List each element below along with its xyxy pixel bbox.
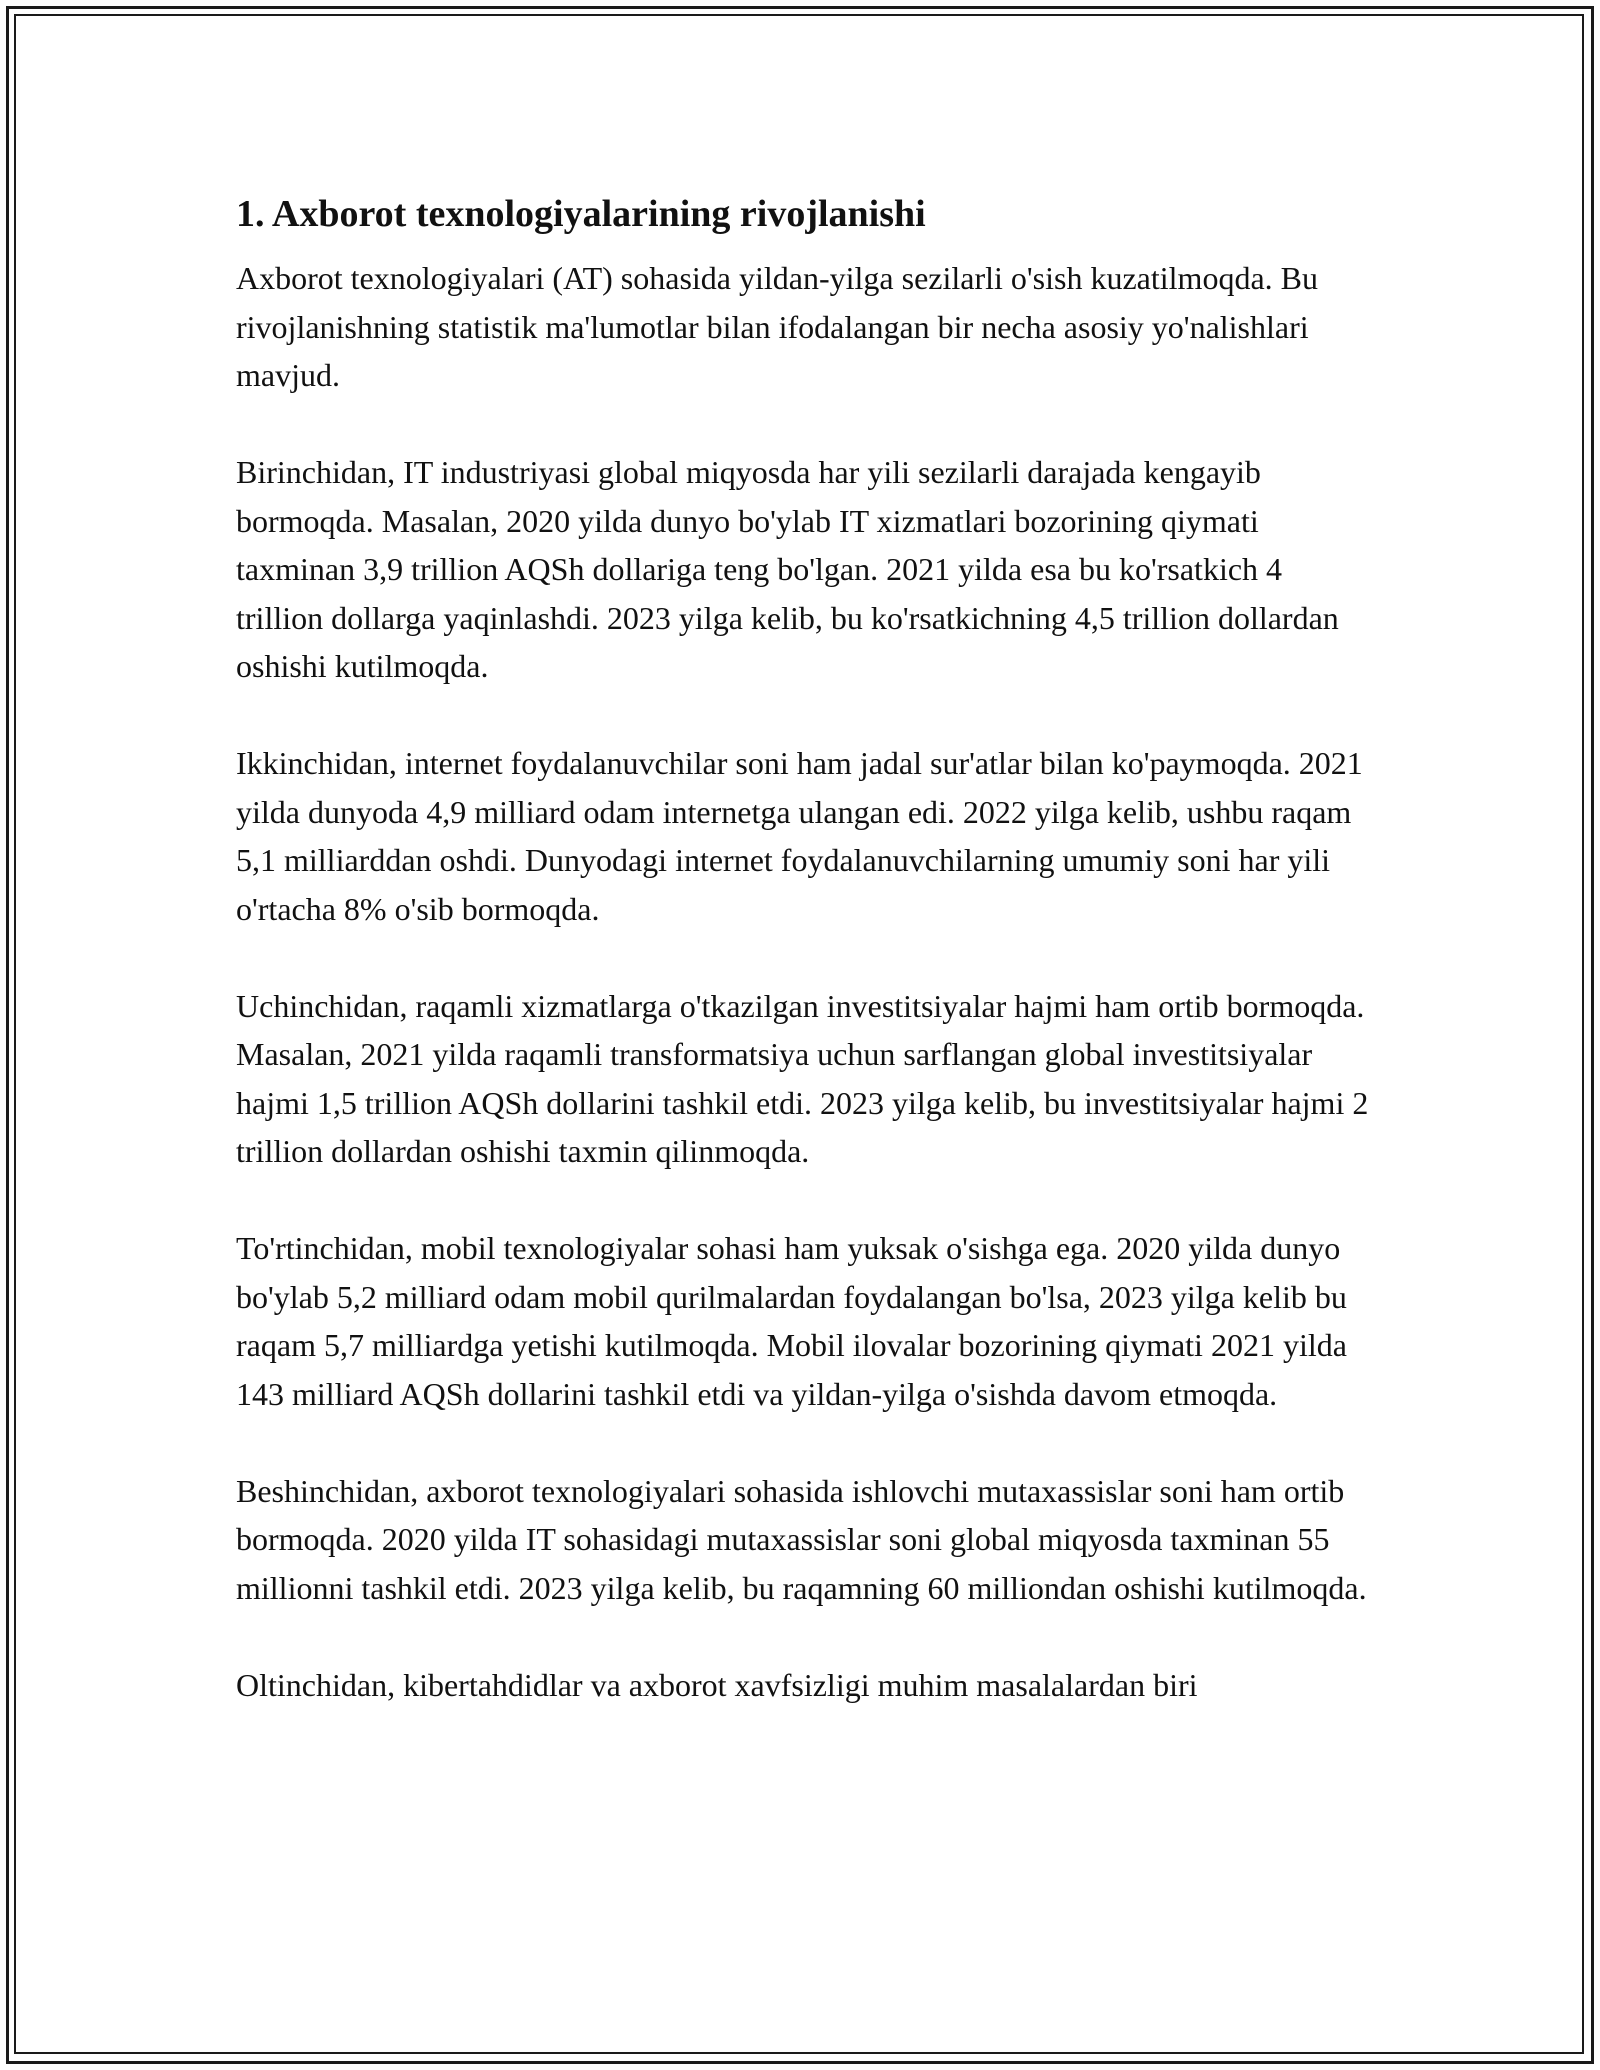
paragraph-first: Birinchidan, IT industriyasi global miqyosda har yili sezilarli darajada kengayib bormoqda. Masalan, 2020 yilda dunyo bo'ylab IT xizmatlari bozorining qiymati taxminan 3,9 trillion AQSh dollariga teng bo'lgan. 2021 yilda esa bu ko'rsatkich 4 trillion dollarga yaqinlashdi. 2023 yilga kelib, bu ko'rsatkichning 4,5 trillion dollardan oshishi kutilmoqda. [236,454,1339,684]
document-page [236,186,1376,1758]
paragraph-fifth: Beshinchidan, axborot texnologiyalari sohasida ishlovchi mutaxassislar soni ham ortib bormoqda. 2020 yilda IT sohasidagi mutaxassislar soni global miqyosda taxminan 55 millionni tashkil etdi. 2023 yilga kelib, bu raqamning 60 milliondan oshishi kutilmoqda. [236,1472,1367,1606]
section-heading: 1. Axborot texnologiyalarining rivojlanishi [236,193,926,235]
paragraph-fourth: To'rtinchidan, mobil texnologiyalar sohasi ham yuksak o'sishga ega. 2020 yilda dunyo bo'ylab 5,2 milliard odam mobil qurilmalardan foydalangan bo'lsa, 2023 yilga kelib bu raqam 5,7 milliardga yetishi kutilmoqda. Mobil ilovalar bozorining qiymati 2021 yilda 143 milliard AQSh dollarini tashkil etdi va yildan-yilga o'sishda davom etmoqda. [236,1230,1347,1412]
paragraph-intro: Axborot texnologiyalari (AT) sohasida yildan-yilga sezilarli o'sish kuzatilmoqda. Bu rivojlanishning statistik ma'lumotlar bilan ifodalangan bir necha asosiy yo'nalishlari mavjud. [236,260,1318,393]
paragraph-sixth: Oltinchidan, kibertahdidlar va axborot xavfsizligi muhim masalalardan biri [236,1666,1198,1703]
paragraph-third: Uchinchidan, raqamli xizmatlarga o'tkazilgan investitsiyalar hajmi ham ortib bormoqda. Masalan, 2021 yilda raqamli transformatsiya uchun sarflangan global investitsiyalar hajmi 1,5 trillion AQSh dollarini tashkil etdi. 2023 yilga kelib, bu investitsiyalar hajmi 2 trillion dollardan oshishi taxmin qilinmoqda. [236,987,1369,1169]
paragraph-second: Ikkinchidan, internet foydalanuvchilar soni ham jadal sur'atlar bilan ko'paymoqda. 2021 yilda dunyoda 4,9 milliard odam internetga ulangan edi. 2022 yilga kelib, ushbu raqam 5,1 milliarddan oshdi. Dunyodagi internet foydalanuvchilarning umumiy soni har yili o'rtacha 8% o'sib bormoqda. [236,745,1363,927]
